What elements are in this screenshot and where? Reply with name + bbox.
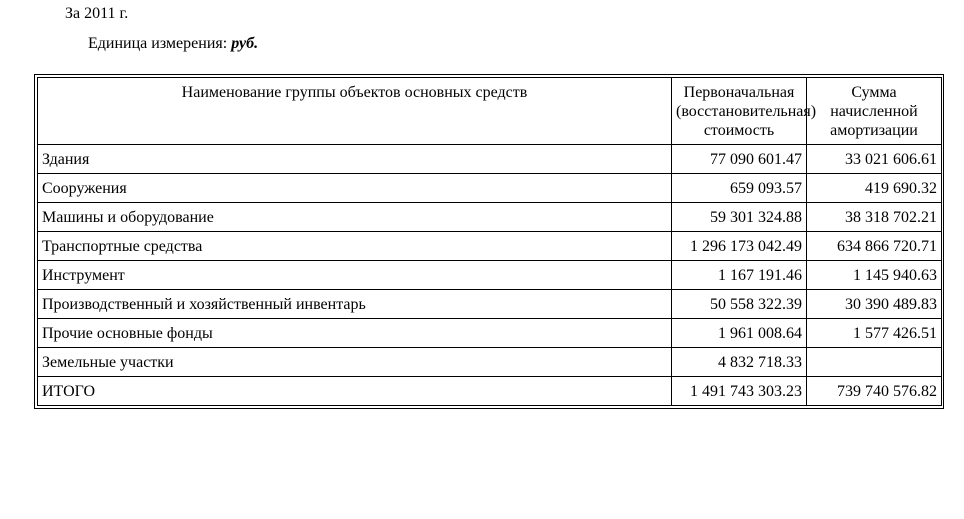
initial-cost-cell: 59 301 324.88 bbox=[672, 203, 807, 232]
column-header-depreciation: Сумма начисленной амортизации bbox=[807, 78, 942, 145]
column-header-name: Наименование группы объектов основных средств bbox=[38, 78, 672, 145]
table-row bbox=[38, 348, 942, 377]
depreciation-cell bbox=[807, 348, 942, 377]
unit-of-measure bbox=[88, 34, 258, 54]
table-row bbox=[38, 232, 942, 261]
initial-cost-cell: 50 558 322.39 bbox=[672, 290, 807, 319]
asset-group-name: Земельные участки bbox=[38, 348, 672, 377]
table-row bbox=[38, 290, 942, 319]
table-row bbox=[38, 261, 942, 290]
column-header-initial-cost: Первоначальная (восстановительная) стоимость bbox=[672, 78, 807, 145]
initial-cost-cell: 1 296 173 042.49 bbox=[672, 232, 807, 261]
depreciation-cell: 1 577 426.51 bbox=[807, 319, 942, 348]
asset-group-name: Сооружения bbox=[38, 174, 672, 203]
unit-value: руб. bbox=[231, 35, 259, 52]
initial-cost-cell: 1 491 743 303.23 bbox=[672, 377, 807, 406]
asset-group-name: Машины и оборудование bbox=[38, 203, 672, 232]
depreciation-cell: 634 866 720.71 bbox=[807, 232, 942, 261]
table-row bbox=[38, 174, 942, 203]
depreciation-cell: 38 318 702.21 bbox=[807, 203, 942, 232]
initial-cost-cell: 4 832 718.33 bbox=[672, 348, 807, 377]
depreciation-cell: 419 690.32 bbox=[807, 174, 942, 203]
table-row bbox=[38, 203, 942, 232]
fixed-assets-table-frame bbox=[34, 74, 944, 409]
table-header-row bbox=[38, 78, 942, 145]
unit-label: Единица измерения: bbox=[88, 35, 232, 52]
fixed-assets-table bbox=[37, 77, 942, 406]
table-row bbox=[38, 319, 942, 348]
table-row bbox=[38, 377, 942, 406]
initial-cost-cell: 659 093.57 bbox=[672, 174, 807, 203]
table-row bbox=[38, 145, 942, 174]
asset-group-name: Прочие основные фонды bbox=[38, 319, 672, 348]
depreciation-cell: 30 390 489.83 bbox=[807, 290, 942, 319]
asset-group-name: ИТОГО bbox=[38, 377, 672, 406]
initial-cost-cell: 77 090 601.47 bbox=[672, 145, 807, 174]
asset-group-name: Инструмент bbox=[38, 261, 672, 290]
asset-group-name: Транспортные средства bbox=[38, 232, 672, 261]
initial-cost-cell: 1 167 191.46 bbox=[672, 261, 807, 290]
asset-group-name: Здания bbox=[38, 145, 672, 174]
initial-cost-cell: 1 961 008.64 bbox=[672, 319, 807, 348]
asset-group-name: Производственный и хозяйственный инвентарь bbox=[38, 290, 672, 319]
depreciation-cell: 1 145 940.63 bbox=[807, 261, 942, 290]
report-period: За 2011 г. bbox=[65, 5, 129, 22]
depreciation-cell: 33 021 606.61 bbox=[807, 145, 942, 174]
depreciation-cell: 739 740 576.82 bbox=[807, 377, 942, 406]
